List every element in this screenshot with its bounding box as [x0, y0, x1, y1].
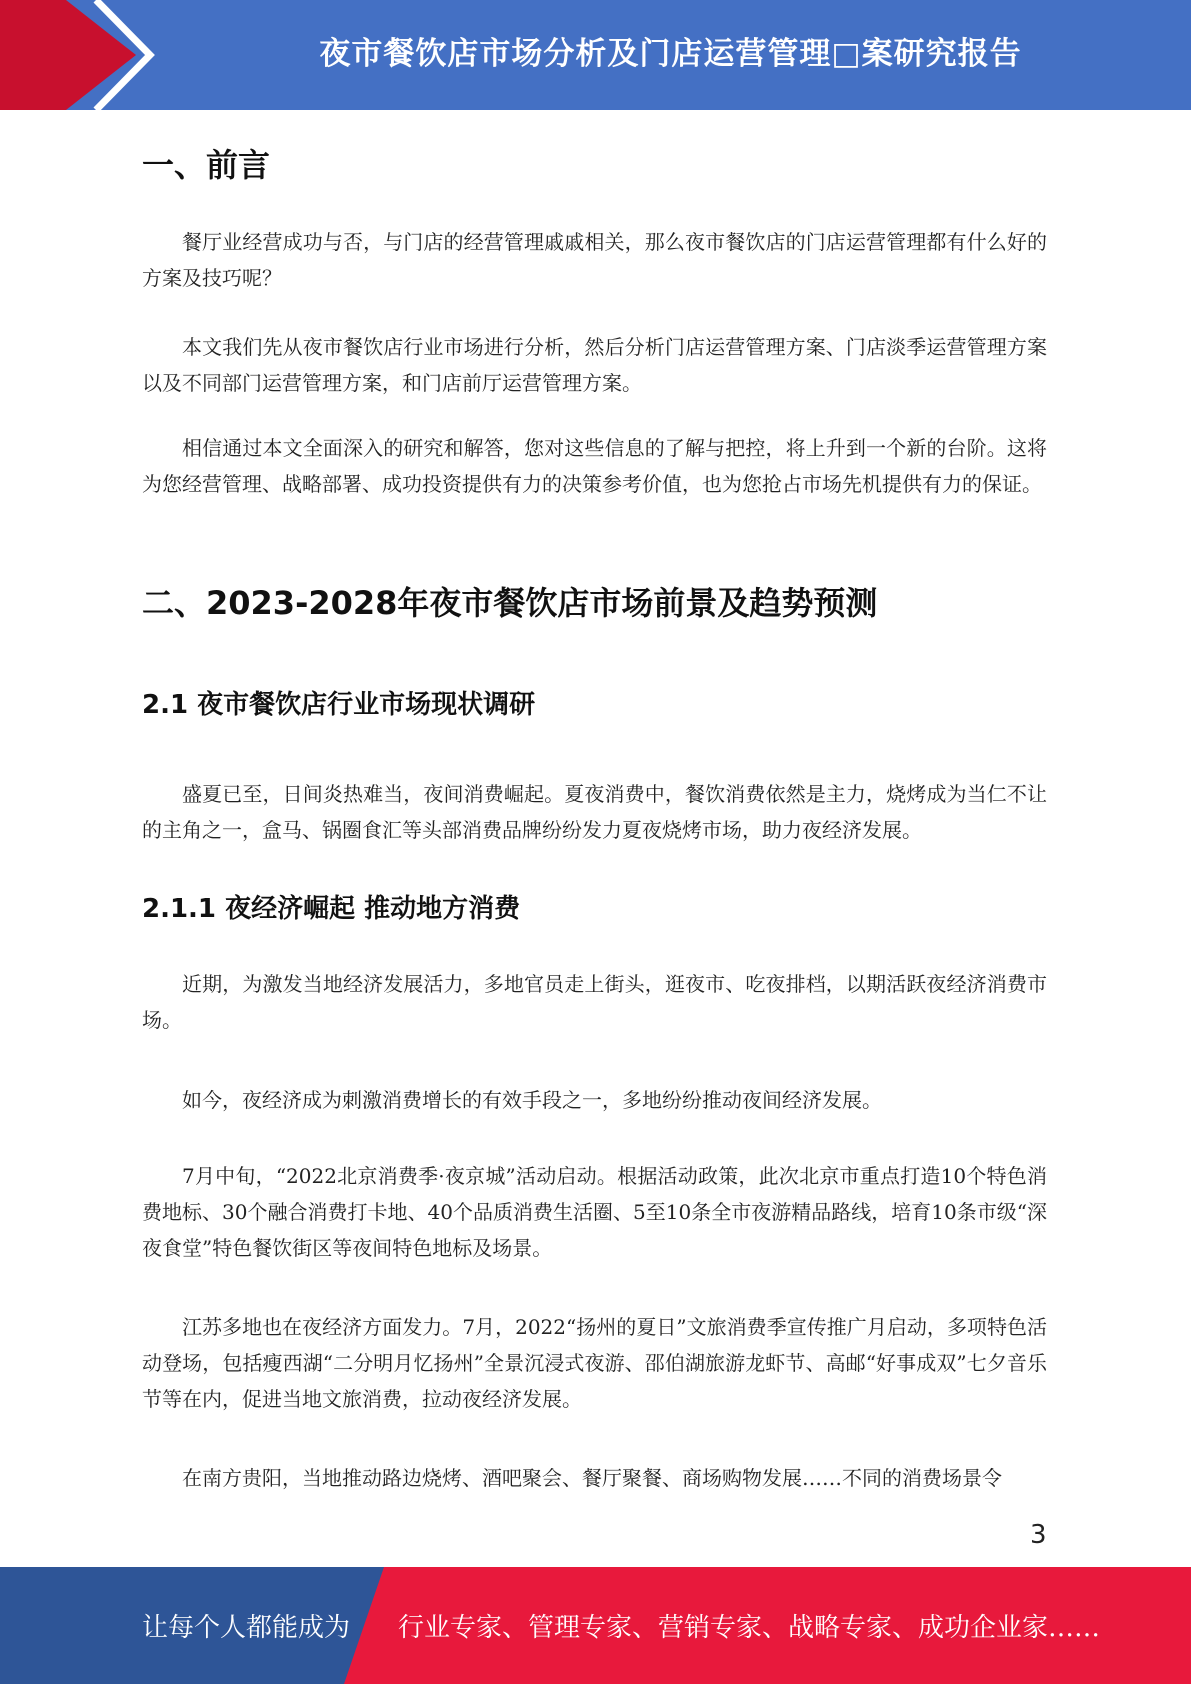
paragraph: 餐厅业经营成功与否，与门店的经营管理戚戚相关，那么夜市餐饮店的门店运营管理都有什么好的方案及技巧呢？: [142, 230, 1047, 290]
subsection-heading-2-1-1: 2.1.1 夜经济崛起 推动地方消费: [142, 894, 521, 924]
footer-slogan-right: 行业专家、管理专家、营销专家、战略专家、成功企业家……: [398, 1613, 1101, 1643]
paragraph: 在南方贵阳，当地推动路边烧烤、酒吧聚会、餐厅聚餐、商场购物发展……不同的消费场景令: [182, 1466, 1002, 1490]
page-header: [0, 0, 1191, 110]
paragraph: 如今，夜经济成为刺激消费增长的有效手段之一，多地纷纷推动夜间经济发展。: [182, 1088, 882, 1112]
paragraph: 江苏多地也在夜经济方面发力。7月，2022“扬州的夏日”文旅消费季宣传推广月启动，多项特色活动登场，包括瘦西湖“二分明月忆扬州”全景沉浸式夜游、邵伯湖旅游龙虾节、高邮“好事成双”七夕音乐节等在内，促进当地文旅消费，拉动夜经济发展。: [142, 1315, 1047, 1411]
paragraph: 本文我们先从夜市餐饮店行业市场进行分析，然后分析门店运营管理方案、门店淡季运营管理方案以及不同部门运营管理方案，和门店前厅运营管理方案。: [142, 335, 1047, 395]
paragraph: 近期，为激发当地经济发展活力，多地官员走上街头，逛夜市、吃夜排档，以期活跃夜经济消费市场。: [142, 972, 1047, 1032]
paragraph: 相信通过本文全面深入的研究和解答，您对这些信息的了解与把控，将上升到一个新的台阶。这将为您经营管理、战略部署、成功投资提供有力的决策参考价值，也为您抢占市场先机提供有力的保证。: [142, 436, 1047, 496]
section-heading-forecast: 二、2023-2028年夜市餐饮店市场前景及趋势预测: [142, 584, 878, 622]
paragraph: 盛夏已至，日间炎热难当，夜间消费崛起。夏夜消费中，餐饮消费依然是主力，烧烤成为当仁不让的主角之一，盒马、锅圈食汇等头部消费品牌纷纷发力夏夜烧烤市场，助力夜经济发展。: [142, 782, 1047, 842]
paragraph: 7月中旬，“2022北京消费季·夜京城”活动启动。根据活动政策，此次北京市重点打造10个特色消费地标、30个融合消费打卡地、40个品质消费生活圈、5至10条全市夜游精品路线，培育10条市级“深夜食堂”特色餐饮街区等夜间特色地标及场景。: [142, 1164, 1047, 1260]
section-heading-preface: 一、前言: [142, 146, 271, 184]
subsection-heading-2-1: 2.1 夜市餐饮店行业市场现状调研: [142, 690, 536, 720]
page-number: 3: [1030, 1520, 1047, 1550]
page-footer: [0, 1567, 1191, 1684]
report-title: 夜市餐饮店市场分析及门店运营管理□案研究报告: [319, 35, 1022, 72]
footer-slogan-left: 让每个人都能成为: [142, 1613, 351, 1643]
